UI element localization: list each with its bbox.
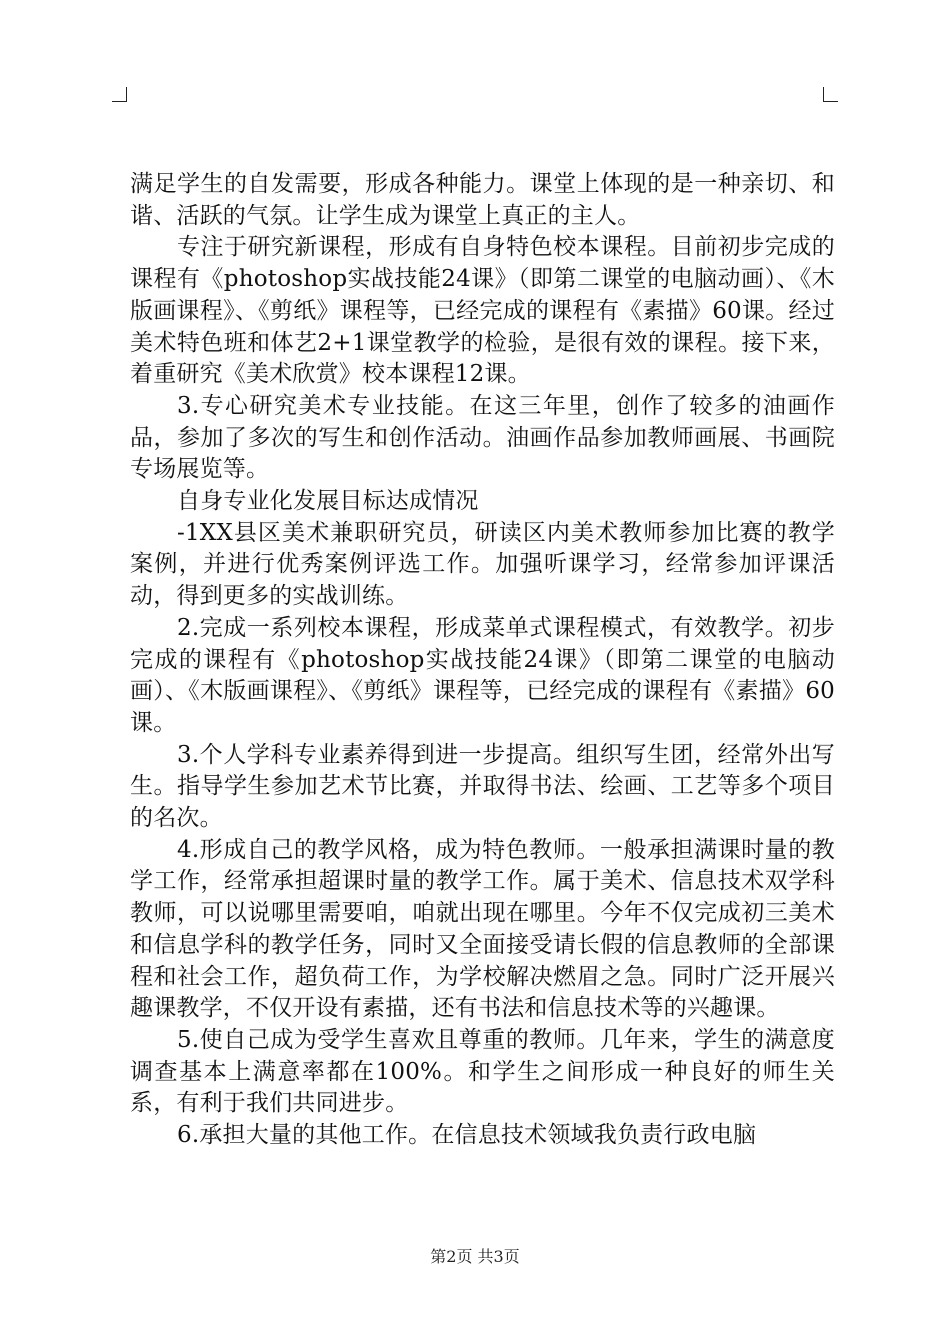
paragraph-3: 3.专心研究美术专业技能。在这三年里，创作了较多的油画作品，参加了多次的写生和创作活动。油画作品参加教师画展、书画院专场展览等。 (130, 392, 835, 483)
page-footer: 第2页 共3页 (430, 1247, 520, 1266)
paragraph-2: 专注于研究新课程，形成有自身特色校本课程。目前初步完成的课程有《photoshop实战技能24课》（即第二课堂的电脑动画）、《木版画课程》、《剪纸》课程等，已经完成的课程有《素描》60课。经过美术特色班和体艺2+1课堂教学的检验，是很有效的课程。接下来，着重研究《美术欣赏》校本课程12课。 (130, 234, 835, 388)
paragraph-4: 自身专业化发展目标达成情况 (177, 488, 479, 515)
document-body (130, 169, 835, 1152)
paragraph-1: 满足学生的自发需要，形成各种能力。课堂上体现的是一种亲切、和谐、活跃的气氛。让学生成为课堂上真正的主人。 (130, 171, 835, 229)
paragraph-6: 2.完成一系列校本课程，形成菜单式课程模式，有效教学。初步完成的课程有《photoshop实战技能24课》（即第二课堂的电脑动画）、《木版画课程》、《剪纸》课程等，已经完成的课程有《素描》60课。 (130, 614, 835, 736)
crop-mark-top-right (823, 87, 838, 102)
paragraph-10: 6.承担大量的其他工作。在信息技术领域我负责行政电脑 (177, 1122, 757, 1149)
paragraph-8: 4.形成自己的教学风格，成为特色教师。一般承担满课时量的教学工作，经常承担超课时量的教学工作。属于美术、信息技术双学科教师，可以说哪里需要咱，咱就出现在哪里。今年不仅完成初三美术和信息学科的教学任务，同时又全面接受请长假的信息教师的全部课程和社会工作，超负荷工作，为学校解决燃眉之急。同时广泛开展兴趣课教学，不仅开设有素描，还有书法和信息技术等的兴趣课。 (130, 836, 835, 1022)
crop-mark-top-left (112, 87, 127, 102)
paragraph-9: 5.使自己成为受学生喜欢且尊重的教师。几年来，学生的满意度调查基本上满意率都在100%。和学生之间形成一种良好的师生关系，有利于我们共同进步。 (130, 1026, 835, 1117)
paragraph-7: 3.个人学科专业素养得到进一步提高。组织写生团，经常外出写生。指导学生参加艺术节比赛，并取得书法、绘画、工艺等多个项目的名次。 (130, 741, 835, 832)
paragraph-5: -1XX县区美术兼职研究员，研读区内美术教师参加比赛的教学案例，并进行优秀案例评选工作。加强听课学习，经常参加评课活动，得到更多的实战训练。 (130, 519, 835, 610)
